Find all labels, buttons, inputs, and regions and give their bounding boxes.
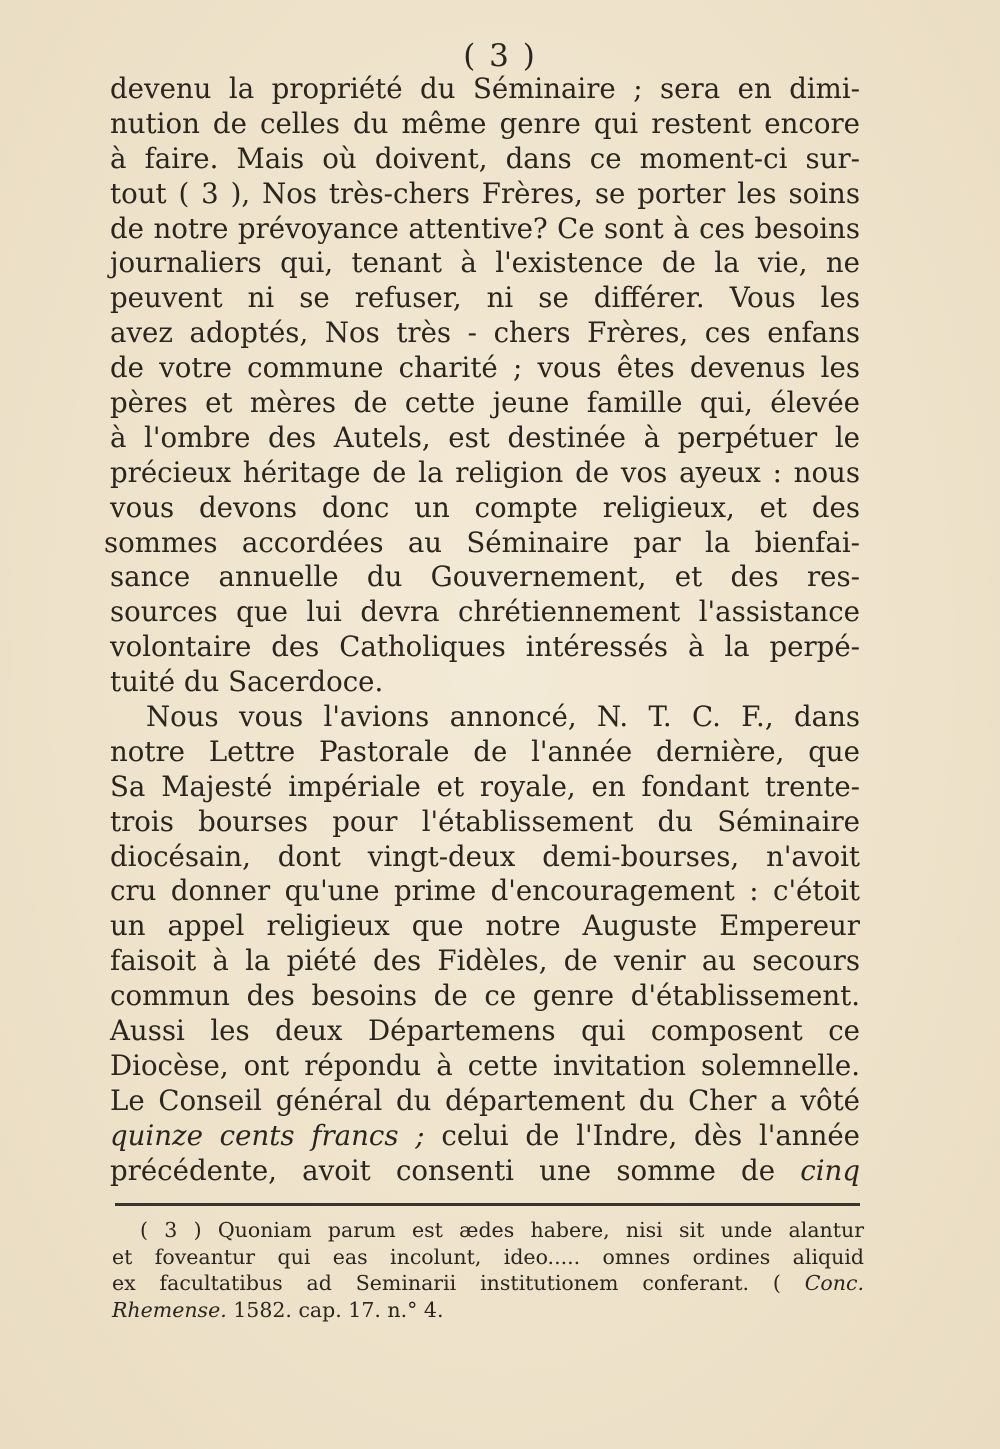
text-line-mixed — [110, 1119, 860, 1154]
text-line: précieux héritage de la religion de vos ayeux : nous — [110, 455, 860, 489]
text-line: trois bourses pour l'établissement du Séminaire — [110, 804, 860, 838]
text-fragment: celui de l'Indre, dès l'année — [441, 1118, 861, 1152]
text-line: commun des besoins de ce genre d'établissement. — [110, 979, 860, 1013]
text-line: sources que lui devra chrétiennement l'assistance — [110, 595, 860, 629]
text-line: cru donner qu'une prime d'encouragement : c'étoit — [110, 874, 860, 908]
footnote-line: ( 3 ) Quoniam parum est ædes habere, nisi sit unde alantur — [140, 1218, 864, 1242]
text-line: faisoit à la piété des Fidèles, de venir au secours — [110, 944, 860, 978]
body-text — [104, 72, 861, 1189]
paragraph-start-line: Nous vous l'avions annoncé, N. T. C. F., dans — [146, 700, 860, 734]
text-line: à faire. Mais où doivent, dans ce moment-ci sur- — [110, 141, 860, 175]
footnote-divider — [115, 1203, 860, 1206]
text-line: de notre prévoyance attentive? Ce sont à ces besoins — [110, 211, 860, 245]
text-line: avez adoptés, Nos très - chers Frères, ces enfans — [110, 316, 860, 350]
text-fragment: 1582. cap. 17. n.° 4. — [233, 1297, 444, 1322]
text-line: sommes accordées au Séminaire par la bienfai- — [104, 525, 860, 559]
text-line: pères et mères de cette jeune famille qui, élevée — [110, 386, 860, 420]
footnote — [112, 1217, 864, 1323]
text-fragment: ex facultatibus ad Seminarii institutionem conferant. ( — [112, 1271, 781, 1295]
footnote-line-mixed — [112, 1297, 864, 1324]
text-line: nution de celles du même genre qui restent encore — [110, 106, 860, 140]
text-line: à l'ombre des Autels, est destinée à perpétuer le — [110, 420, 860, 454]
page-number: ( 3 ) — [463, 38, 537, 74]
text-line: journaliers qui, tenant à l'existence de la vie, ne — [110, 246, 860, 280]
text-line: tout ( 3 ), Nos très-chers Frères, se porter les soins — [110, 176, 860, 210]
italic-amount: quinze cents francs ; — [110, 1118, 425, 1152]
text-fragment: précédente, avoit consenti une somme de — [110, 1153, 776, 1187]
italic-citation: Conc. — [804, 1271, 864, 1295]
text-line: volontaire des Catholiques intéressés à la perpé- — [110, 630, 860, 664]
text-line: devenu la propriété du Séminaire ; sera en dimi- — [110, 72, 860, 105]
italic-word: cinq — [800, 1153, 860, 1187]
text-line: tuité du Sacerdoce. — [110, 665, 384, 699]
text-line-mixed — [110, 1154, 860, 1189]
text-line: de votre commune charité ; vous êtes devenus les — [110, 351, 860, 385]
footnote-line-mixed — [112, 1270, 864, 1297]
text-line: un appel religieux que notre Auguste Empereur — [110, 909, 860, 943]
text-line: notre Lettre Pastorale de l'année dernière, que — [110, 734, 860, 768]
text-line: diocésain, dont vingt-deux demi-bourses, n'avoit — [110, 839, 860, 873]
italic-citation: Rhemense. — [112, 1297, 227, 1322]
text-line: Aussi les deux Départemens qui composent ce — [110, 1014, 860, 1048]
text-line: peuvent ni se refuser, ni se différer. Vous les — [110, 281, 860, 315]
text-line: sance annuelle du Gouvernement, et des res- — [110, 560, 860, 594]
text-line: vous devons donc un compte religieux, et des — [110, 490, 860, 524]
text-line: Le Conseil général du département du Cher a vôté — [110, 1083, 860, 1117]
text-line: Diocèse, ont répondu à cette invitation solemnelle. — [110, 1048, 860, 1082]
footnote-line: et foveantur qui eas incolunt, ideo..... omnes ordines aliquid — [112, 1244, 864, 1269]
text-line: Sa Majesté impériale et royale, en fondant trente- — [110, 769, 860, 803]
